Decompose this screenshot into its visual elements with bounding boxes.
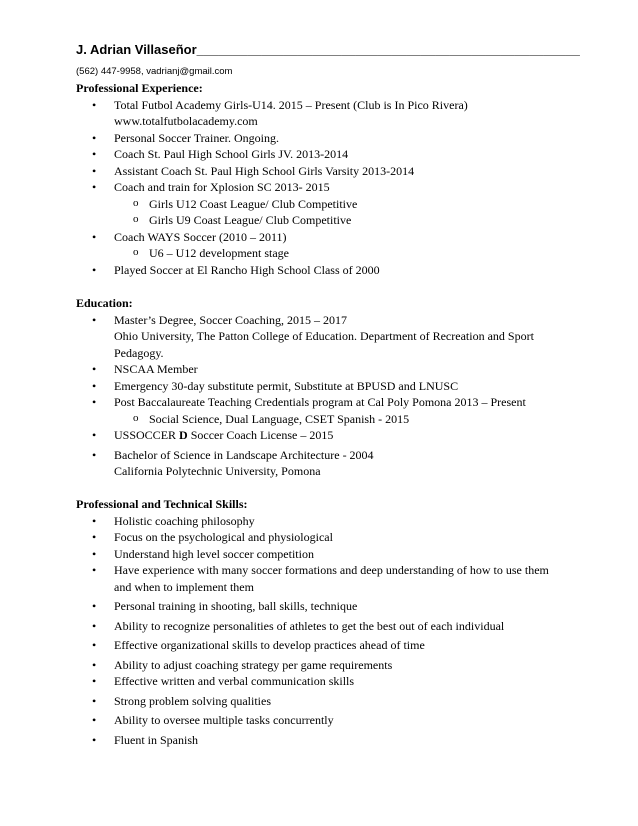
experience-section bbox=[76, 80, 556, 278]
list-item: • Coach WAYS Soccer (2010 – 2011) bbox=[76, 229, 556, 246]
bachelor-degree: Bachelor of Science in Landscape Architecture - 2004 bbox=[114, 447, 374, 462]
list-item bbox=[76, 427, 556, 444]
list-item: • NSCAA Member bbox=[76, 361, 556, 378]
list-item: • Ability to oversee multiple tasks concurrently bbox=[76, 712, 556, 729]
education-list bbox=[76, 312, 556, 480]
list-item: • Strong problem solving qualities bbox=[76, 693, 556, 710]
list-item bbox=[76, 312, 556, 362]
list-item: • Effective written and verbal communication skills bbox=[76, 673, 556, 690]
list-item: • Assistant Coach St. Paul High School Girls Varsity 2013-2014 bbox=[76, 163, 556, 180]
list-item: • Focus on the psychological and physiological bbox=[76, 529, 556, 546]
list-item: • Effective organizational skills to develop practices ahead of time bbox=[76, 637, 556, 654]
list-item: • Holistic coaching philosophy bbox=[76, 513, 556, 530]
experience-list bbox=[76, 97, 556, 279]
name-heading bbox=[76, 42, 580, 57]
degree-school: Ohio University, The Patton College of Education. Department of Recreation and Sport Pedagogy. bbox=[114, 329, 534, 360]
license-suffix: Soccer Coach License – 2015 bbox=[187, 428, 334, 442]
list-item: • Fluent in Spanish bbox=[76, 732, 556, 749]
list-item: • Emergency 30-day substitute permit, Substitute at BPUSD and LNUSC bbox=[76, 378, 556, 395]
list-item: • Ability to adjust coaching strategy per game requirements bbox=[76, 657, 556, 674]
sub-list-item: o Girls U12 Coast League/ Club Competitive bbox=[76, 196, 556, 213]
skills-heading: Professional and Technical Skills: bbox=[76, 497, 248, 511]
list-item: • Have experience with many soccer formations and deep understanding of how to use them and when to implement them bbox=[76, 562, 556, 595]
license-prefix: USSOCCER bbox=[114, 428, 180, 442]
list-item: • Coach St. Paul High School Girls JV. 2013-2014 bbox=[76, 146, 556, 163]
list-item: • Understand high level soccer competition bbox=[76, 546, 556, 563]
list-item: • Played Soccer at El Rancho High School Class of 2000 bbox=[76, 262, 556, 279]
candidate-name: J. Adrian Villaseñor bbox=[76, 42, 197, 57]
sub-list-item: o Social Science, Dual Language, CSET Spanish - 2015 bbox=[76, 411, 556, 428]
list-item: • Coach and train for Xplosion SC 2013- 2015 bbox=[76, 179, 556, 196]
education-heading: Education: bbox=[76, 296, 133, 310]
skills-section bbox=[76, 496, 556, 748]
license-grade: D bbox=[179, 428, 188, 442]
list-item: • Personal Soccer Trainer. Ongoing. bbox=[76, 130, 556, 147]
list-item: • Total Futbol Academy Girls-U14. 2015 – Present (Club is In Pico Rivera) www.totalfutbolacademy.com bbox=[76, 97, 556, 130]
education-section bbox=[76, 295, 556, 480]
bachelor-school: California Polytechnic University, Pomona bbox=[114, 464, 321, 478]
name-underline: _____________________________________________________ bbox=[196, 42, 580, 57]
experience-heading: Professional Experience: bbox=[76, 81, 203, 95]
sub-list-item: o U6 – U12 development stage bbox=[76, 245, 556, 262]
list-item: • Ability to recognize personalities of athletes to get the best out of each individual bbox=[76, 618, 556, 635]
skills-list bbox=[76, 513, 556, 749]
degree-title: Master’s Degree, Soccer Coaching, 2015 – 2017 bbox=[114, 312, 348, 327]
list-item: • Personal training in shooting, ball skills, technique bbox=[76, 598, 556, 615]
contact-info: (562) 447-9958, vadrianj@gmail.com bbox=[76, 66, 233, 77]
list-item: • Post Baccalaureate Teaching Credentials program at Cal Poly Pomona 2013 – Present bbox=[76, 394, 556, 411]
sub-list-item: o Girls U9 Coast League/ Club Competitive bbox=[76, 212, 556, 229]
list-item bbox=[76, 447, 556, 480]
